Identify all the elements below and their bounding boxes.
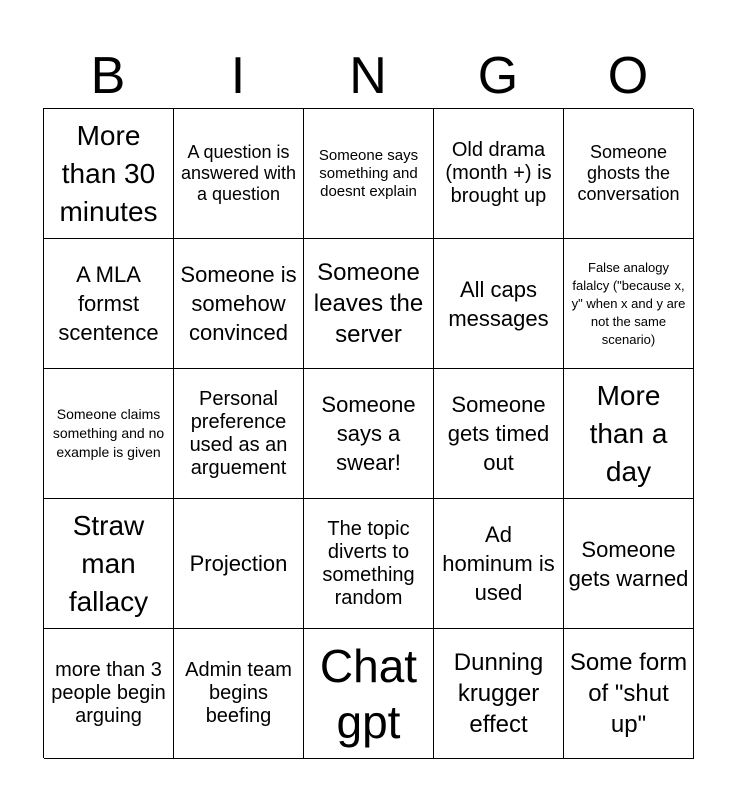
cell-text: More than 30 minutes xyxy=(59,119,158,227)
cell-text: Someone says a swear! xyxy=(321,392,416,475)
bingo-cell-r4-c3[interactable] xyxy=(304,499,434,629)
cell-text: Someone is somehow convinced xyxy=(180,262,297,345)
bingo-cell-r2-c1[interactable] xyxy=(44,239,174,369)
bingo-cell-r5-c2[interactable] xyxy=(174,629,304,759)
bingo-cell-r2-c3[interactable] xyxy=(304,239,434,369)
bingo-cell-r4-c5[interactable] xyxy=(564,499,694,629)
bingo-cell-r3-c1[interactable] xyxy=(44,369,174,499)
cell-text: Someone leaves the server xyxy=(313,259,424,348)
cell-text: A question is answered with a question xyxy=(180,142,297,204)
bingo-cell-r1-c1[interactable] xyxy=(44,109,174,239)
bingo-cell-r1-c3[interactable] xyxy=(304,109,434,239)
cell-text: Someone says something and doesnt explain xyxy=(318,146,419,200)
bingo-cell-r1-c4[interactable] xyxy=(434,109,564,239)
bingo-cell-r4-c4[interactable] xyxy=(434,499,564,629)
cell-text: Someone ghosts the conversation xyxy=(577,142,680,204)
bingo-cell-r1-c2[interactable] xyxy=(174,109,304,239)
cell-text: All caps messages xyxy=(448,276,549,331)
cell-text: Someone gets timed out xyxy=(447,392,550,475)
header-letter-b: B xyxy=(90,47,126,105)
header-letter-n: N xyxy=(349,47,387,105)
cell-text: More than a day xyxy=(589,379,668,487)
cell-text: Some form of "shut up" xyxy=(569,649,688,738)
cell-text: A MLA formst scentence xyxy=(58,262,159,345)
cell-text: Dunning krugger effect xyxy=(453,649,544,738)
cell-text: Old drama (month +) is brought up xyxy=(445,139,552,207)
bingo-cell-r5-c1[interactable] xyxy=(44,629,174,759)
bingo-cell-r2-c5[interactable] xyxy=(564,239,694,369)
cell-text: Chat gpt xyxy=(319,639,418,748)
cell-text: Personal preference used as an arguement xyxy=(189,387,288,479)
bingo-header xyxy=(43,44,693,108)
cell-text: Straw man fallacy xyxy=(68,509,149,617)
bingo-cell-r2-c4[interactable] xyxy=(434,239,564,369)
bingo-cell-r1-c5[interactable] xyxy=(564,109,694,239)
bingo-cell-r4-c2[interactable] xyxy=(174,499,304,629)
header-letter-g: G xyxy=(477,47,519,105)
bingo-cell-r4-c1[interactable] xyxy=(44,499,174,629)
cell-text: more than 3 people begin arguing xyxy=(51,659,166,727)
cell-text: Admin team begins beefing xyxy=(185,659,292,727)
bingo-card-grid xyxy=(43,108,693,758)
cell-text: Ad hominum is used xyxy=(442,522,555,605)
bingo-cell-r3-c2[interactable] xyxy=(174,369,304,499)
bingo-cell-r5-c5[interactable] xyxy=(564,629,694,759)
cell-text: False analogy falalcy ("because x, y" when x and y are not the same scenario) xyxy=(571,259,686,347)
bingo-cell-r5-c4[interactable] xyxy=(434,629,564,759)
cell-text: The topic diverts to something random xyxy=(322,517,415,609)
cell-text: Someone gets warned xyxy=(568,536,689,591)
cell-text: Projection xyxy=(189,551,288,576)
bingo-cell-r2-c2[interactable] xyxy=(174,239,304,369)
header-letter-i: I xyxy=(230,47,246,105)
bingo-cell-r5-c3[interactable] xyxy=(304,629,434,759)
cell-text: Someone claims something and no example is given xyxy=(52,406,165,460)
bingo-cell-r3-c4[interactable] xyxy=(434,369,564,499)
bingo-cell-r3-c5[interactable] xyxy=(564,369,694,499)
bingo-cell-r3-c3[interactable] xyxy=(304,369,434,499)
header-letter-o: O xyxy=(607,47,649,105)
